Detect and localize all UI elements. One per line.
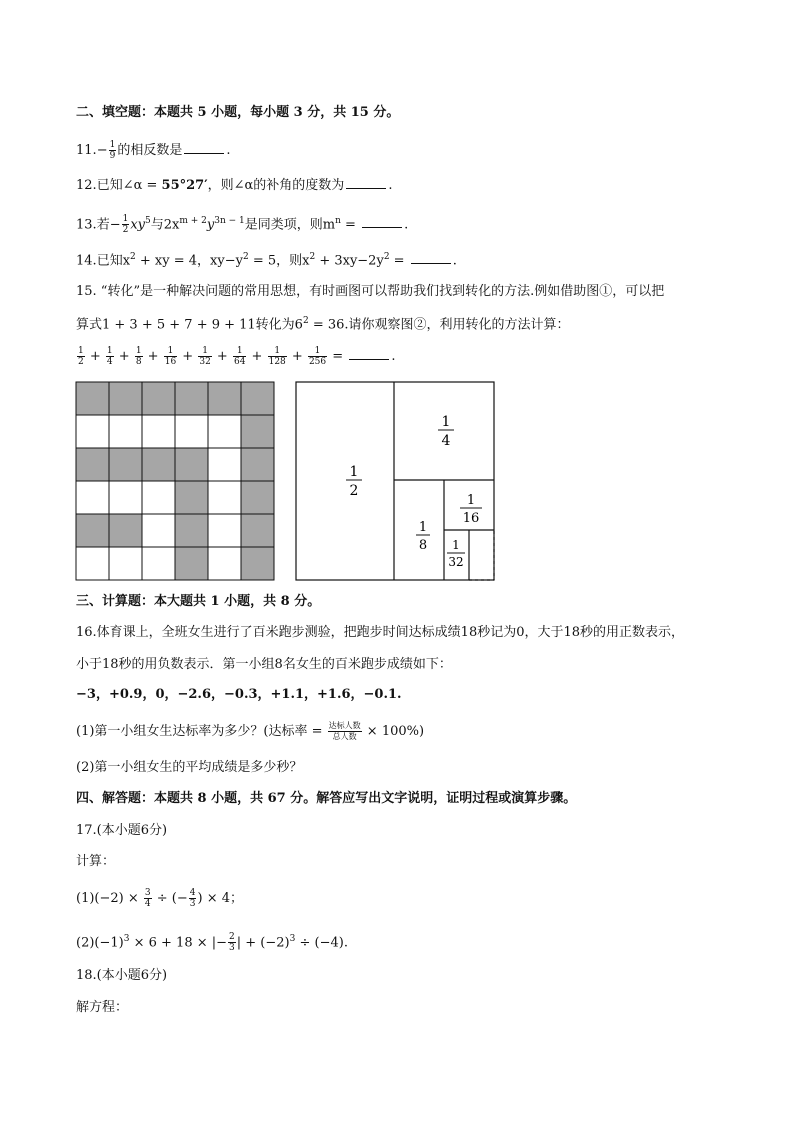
grid-cell-shaded xyxy=(175,514,208,547)
question-17-part-2: $(2)(-1)^3 \times 6 + 18$ × |− $\frac{2}{3}$ | + $(-2)^3 \div (-4)$. xyxy=(76,932,348,954)
section-4-header: 四、解答题：本题共 8 小题，共 67 分。解答应写出文字说明，证明过程或演算步骤。 xyxy=(76,791,577,806)
q14-answer-blank[interactable] xyxy=(411,251,451,264)
grid-cell-empty xyxy=(208,547,241,580)
sum-fraction: $\frac{1}{16}$ xyxy=(164,346,177,367)
grid-cell-shaded xyxy=(175,382,208,415)
grid-cell-shaded xyxy=(142,448,175,481)
grid-cell-empty xyxy=(175,415,208,448)
figure-2-label-denominator: 8 xyxy=(418,538,428,553)
figure-2-label-denominator: 4 xyxy=(441,433,451,449)
question-17-title: 17.(本小题6分) xyxy=(76,823,168,838)
grid-cell-empty xyxy=(76,415,109,448)
question-11: 11.− $\frac{1}{9}$ 的相反数是 . xyxy=(76,140,231,161)
sum-fraction: $\frac{1}{4}$ xyxy=(106,346,113,367)
sum-fraction: $\frac{1}{128}$ xyxy=(268,346,286,367)
grid-cell-shaded xyxy=(142,382,175,415)
grid-cell-shaded xyxy=(175,448,208,481)
q11-text: 的相反数是 xyxy=(117,143,183,158)
grid-cell-empty xyxy=(142,514,175,547)
question-12: 12.已知∠α = 55°27′，则∠α的补角的度数为 . xyxy=(76,178,393,193)
question-17-part-1: (1)(−2) × $\frac{3}{4}$ ÷ (− $\frac{4}{3}$ ) × 4； xyxy=(76,888,243,909)
sum-fraction: $\frac{1}{256}$ xyxy=(308,346,327,367)
question-16-line-1: 16.体育课上，全班女生进行了百米跑步测验，把跑步时间达标成绩18秒记为0，大于18秒的用正数表示， xyxy=(76,625,685,640)
question-15-line-2: 算式1 + 3 + 5 + 7 + 9 + 11转化为$6^2 = 36$.请你观察图②，利用转化的方法计算： xyxy=(76,316,570,333)
figure-2-label-numerator: 1 xyxy=(466,493,476,508)
grid-cell-shaded xyxy=(175,481,208,514)
grid-cell-empty xyxy=(142,415,175,448)
grid-cell-empty xyxy=(76,481,109,514)
grid-cell-empty xyxy=(142,481,175,514)
sum-fraction: $\frac{1}{64}$ xyxy=(233,346,246,367)
question-16-data: −3，+0.9，0，−2.6，−0.3，+1.1，+1.6，−0.1. xyxy=(76,687,402,702)
q11-number: 11. xyxy=(76,143,97,158)
figure-2-label-numerator: 1 xyxy=(452,538,460,552)
grid-cell-shaded xyxy=(76,448,109,481)
outer-rectangle xyxy=(296,382,494,580)
question-15-line-1: 15. “转化”是一种解决问题的常用思想，有时画图可以帮助我们找到转化的方法.例如借助图①，可以把 xyxy=(76,284,665,299)
question-17-label: 计算： xyxy=(76,854,116,869)
q12-answer-blank[interactable] xyxy=(346,176,386,189)
grid-cell-shaded xyxy=(208,382,241,415)
grid-cell-empty xyxy=(208,481,241,514)
sum-fraction: $\frac{1}{2}$ xyxy=(78,346,84,367)
grid-cell-shaded xyxy=(241,448,274,481)
figure-2-label-numerator: 1 xyxy=(418,520,428,535)
sum-fraction: $\frac{1}{8}$ xyxy=(135,346,142,367)
figure-2-rectangles xyxy=(295,381,497,583)
question-16-part-1: (1)第一小组女生达标率为多少？(达标率 = $\frac{\text{达标人数}}{\text{总人数}}$ × 100%) xyxy=(76,721,425,741)
grid-cell-shaded xyxy=(241,514,274,547)
question-15-fraction-sum: $\frac{1}{2}$ + $\frac{1}{4}$ + $\frac{1}{8}$ + $\frac{1}{16}$ + $\frac{1}{32}$ + $\frac{1}{64}$ + $\frac{1}{128}$ + $\frac{1}{256}$ = . xyxy=(78,346,396,367)
grid-cell-empty xyxy=(208,448,241,481)
grid-cell-empty xyxy=(109,547,142,580)
figure-2-label-denominator: 2 xyxy=(349,483,359,499)
grid-cell-shaded xyxy=(241,547,274,580)
question-14: 14.已知$x^2$ + xy = 4，$xy-y^2 = 5$，则$x^2 + 3xy-2y^2$ = . xyxy=(76,252,457,269)
grid-cell-empty xyxy=(109,415,142,448)
grid-cell-shaded xyxy=(241,415,274,448)
sum-fraction: $\frac{1}{32}$ xyxy=(199,346,211,367)
grid-cell-empty xyxy=(76,547,109,580)
figure-2-label-numerator: 1 xyxy=(349,464,359,480)
figure-2-label-numerator: 1 xyxy=(441,414,451,430)
grid-cell-shaded xyxy=(241,481,274,514)
grid-cell-shaded xyxy=(175,547,208,580)
q11-answer-blank[interactable] xyxy=(184,141,224,154)
grid-cell-empty xyxy=(208,514,241,547)
grid-cell-shaded xyxy=(76,382,109,415)
grid-cell-shaded xyxy=(109,382,142,415)
question-18-title: 18.(本小题6分) xyxy=(76,968,168,983)
section-3-header: 三、计算题：本大题共 1 小题，共 8 分。 xyxy=(76,594,321,609)
grid-cell-empty xyxy=(109,481,142,514)
grid-cell-empty xyxy=(208,415,241,448)
question-16-part-2: (2)第一小组女生的平均成绩是多少秒？ xyxy=(76,760,303,775)
grid-cell-empty xyxy=(142,547,175,580)
grid-cell-shaded xyxy=(241,382,274,415)
figure-1-grid xyxy=(75,381,275,581)
question-13: 13.若− $\frac{1}{2}$ $xy^5$与$2x^{m + 2}y^{3n - 1}$是同类项，则$m^n$ = . xyxy=(76,214,409,236)
q15-answer-blank[interactable] xyxy=(349,347,389,360)
figure-2-label-denominator: 16 xyxy=(462,511,480,526)
section-2-header: 二、填空题：本题共 5 小题，每小题 3 分，共 15 分。 xyxy=(76,105,400,120)
q13-answer-blank[interactable] xyxy=(362,215,402,228)
question-16-line-2: 小于18秒的用负数表示．第一小组8名女生的百米跑步成绩如下： xyxy=(76,657,452,672)
grid-cell-shaded xyxy=(109,448,142,481)
question-18-label: 解方程： xyxy=(76,1000,129,1015)
q11-fraction: $\frac{1}{9}$ xyxy=(109,140,116,161)
grid-cell-shaded xyxy=(109,514,142,547)
grid-cell-shaded xyxy=(76,514,109,547)
figure-2-label-denominator: 32 xyxy=(448,555,464,569)
